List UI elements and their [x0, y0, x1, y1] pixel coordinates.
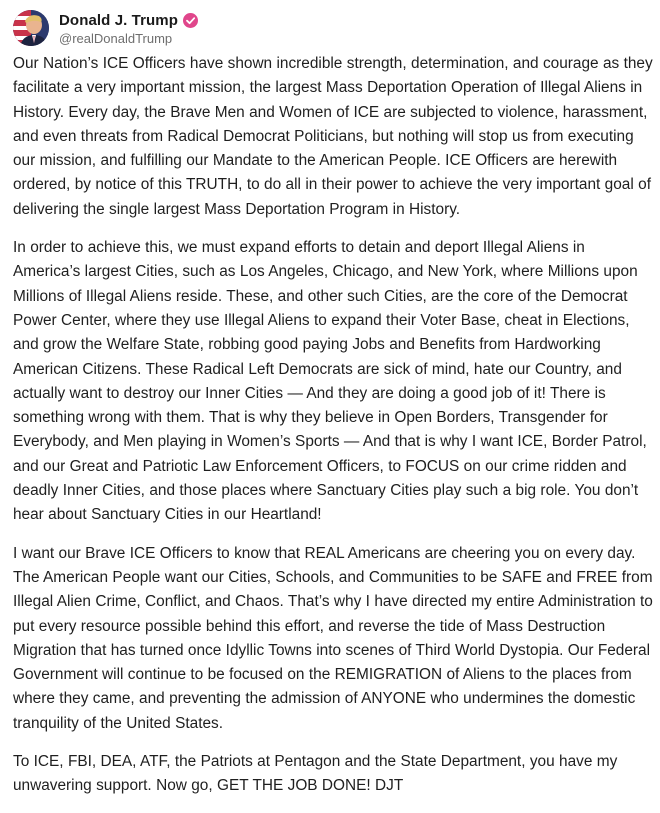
avatar-image [13, 10, 49, 46]
author-name-row [59, 10, 198, 30]
post-header [13, 8, 198, 48]
post-paragraph-4: To ICE, FBI, DEA, ATF, the Patriots at Pentagon and the State Department, you have my unwavering support. Now go, GET THE JOB DONE! DJT [13, 753, 618, 795]
post-paragraph-3: I want our Brave ICE Officers to know that REAL Americans are cheering you on every day. The American People want our Cities, Schools, and Communities to be SAFE and FREE from Illegal Alien Crime, Conflict, and Chaos. That’s why I have directed my entire Administration to put every resource possible behind this effort, and reverse the tide of Mass Destruction Migration that has turned once Idyllic Towns into scenes of Third World Dystopia. Our Federal Government will continue to be focused on the REMIGRATION of Aliens to the places from where they came, and preventing the admission of ANYONE who undermines the domestic tranquility of the United States. [13, 544, 653, 732]
avatar[interactable] [13, 10, 49, 46]
verified-badge-icon [183, 13, 198, 28]
post-paragraph-2: In order to achieve this, we must expand efforts to detain and deport Illegal Aliens in America’s largest Cities, such as Los Angeles, Chicago, and New York, where Millions upon Millions of Illegal Aliens reside. These, and other such Cities, are the core of the Democrat Power Center, where they use Illegal Aliens to expand their Voter Base, cheat in Elections, and grow the Welfare State, robbing good paying Jobs and Benefits from Hardworking American Citizens. These Radical Left Democrats are sick of mind, hate our Country, and actually want to destroy our Inner Cities — And they are doing a good job of it! There is something wrong with them. That is why they believe in Open Borders, Transgender for Everybody, and Men playing in Women’s Sports — And that is why I want ICE, Border Patrol, and our Great and Patriotic Law Enforcement Officers, to FOCUS on our crime ridden and deadly Inner Cities, and those places where Sanctuary Cities play such a big role. You don’t hear about Sanctuary Cities in our Heartland! [13, 239, 647, 524]
author-display-name[interactable]: Donald J. Trump [59, 11, 179, 29]
post-paragraph-1: Our Nation’s ICE Officers have shown incredible strength, determination, and courage as they facilitate a very important mission, the largest Mass Deportation Operation of Illegal Aliens in History. Every day, the Brave Men and Women of ICE are subjected to violence, harassment, and even threats from Radical Democrat Politicians, but nothing will stop us from executing our mission, and fulfilling our Mandate to the American People. ICE Officers are herewith ordered, by notice of this TRUTH, to do all in their power to achieve the very important goal of delivering the single largest Mass Deportation Program in History. [13, 55, 653, 218]
author-info [59, 10, 198, 46]
post-body [13, 52, 653, 813]
author-handle[interactable]: @realDonaldTrump [59, 31, 173, 46]
